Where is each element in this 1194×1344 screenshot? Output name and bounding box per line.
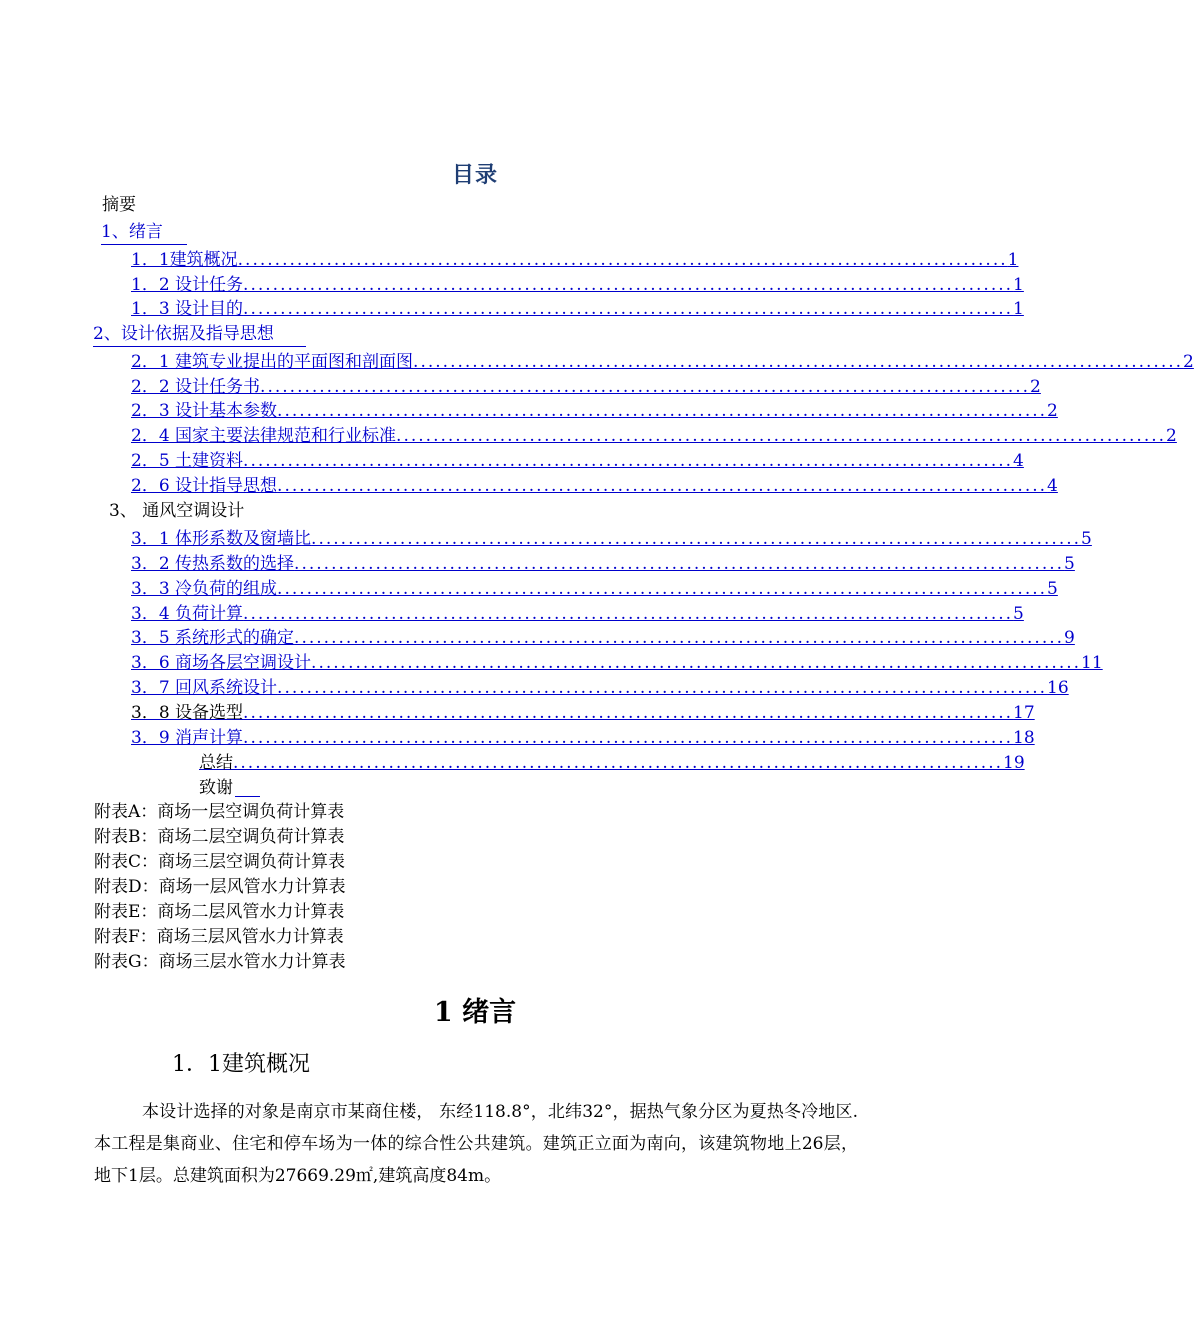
toc-entry-page: 4 <box>1013 451 1024 471</box>
toc-entry-page: 2 <box>1030 377 1041 397</box>
toc-entry[interactable] <box>131 424 1177 448</box>
toc-entry[interactable] <box>131 350 1194 374</box>
appendix-item: 附表B：商场二层空调负荷计算表 <box>94 827 345 847</box>
toc-leader-dots: ........................................................................................................ <box>277 579 1048 599</box>
toc-entry-label: 2．1 建筑专业提出的平面图和剖面图 <box>131 352 414 372</box>
toc-entry-label: 2．4 国家主要法律规范和行业标准 <box>131 426 397 446</box>
toc-entry[interactable] <box>131 552 1075 576</box>
toc-entry-page: 9 <box>1064 628 1075 648</box>
toc-chapter-3: 3、 通风空调设计 <box>109 501 245 521</box>
toc-entry[interactable] <box>131 726 1035 750</box>
toc-entry-label: 总结 <box>199 753 233 773</box>
toc-entry-label: 3．1 体形系数及窗墙比 <box>131 529 312 549</box>
toc-leader-dots: ........................................................................................................ <box>243 728 1014 748</box>
toc-entry-page: 2 <box>1183 352 1194 372</box>
toc-leader-dots: ........................................................................................................ <box>277 401 1048 421</box>
toc-thanks: 致谢 <box>199 778 233 798</box>
appendix-item: 附表G：商场三层水管水力计算表 <box>94 952 346 972</box>
toc-entry-label: 2．2 设计任务书 <box>131 377 261 397</box>
toc-chapter-2-link[interactable]: 2、设计依据及指导思想 <box>93 322 306 347</box>
toc-entry-page: 17 <box>1013 703 1035 723</box>
toc-leader-dots: ........................................................................................................ <box>396 426 1167 446</box>
toc-entry-label: 3．9 消声计算 <box>131 728 244 748</box>
toc-leader-dots: ........................................................................................................ <box>294 628 1065 648</box>
toc-entry-page: 11 <box>1081 653 1103 673</box>
toc-abstract: 摘要 <box>102 195 136 215</box>
toc-entry-label: 1．3 设计目的 <box>131 299 244 319</box>
toc-entry-page: 5 <box>1064 554 1075 574</box>
toc-leader-dots: ........................................................................................................ <box>237 250 1008 270</box>
toc-leader-dots: ........................................................................................................ <box>294 554 1065 574</box>
toc-entry[interactable] <box>131 375 1041 399</box>
toc-entry-label: 3．3 冷负荷的组成 <box>131 579 278 599</box>
toc-entry[interactable] <box>131 676 1069 700</box>
toc-entry-page: 18 <box>1013 728 1035 748</box>
toc-entry-label: 3．5 系统形式的确定 <box>131 628 295 648</box>
toc-entry-label: 2．5 土建资料 <box>131 451 244 471</box>
appendix-item: 附表F：商场三层风管水力计算表 <box>94 927 344 947</box>
toc-entry-page: 5 <box>1047 579 1058 599</box>
body-paragraph: 本设计选择的对象是南京市某商住楼， 东经118.8°，北纬32°，据热气象分区为夏热冬冷地区.本工程是集商业、住宅和停车场为一体的综合性公共建筑。建筑正立面为南向，该建筑物地上26层，地下1层。总建筑面积为27669.29㎡,建筑高度84m。 <box>94 1102 858 1186</box>
toc-entry-page: 5 <box>1013 604 1024 624</box>
toc-entry[interactable] <box>131 449 1024 473</box>
toc-leader-dots: ........................................................................................................ <box>311 653 1082 673</box>
appendix-item: 附表C：商场三层空调负荷计算表 <box>94 852 346 872</box>
chapter-title: 1 绪言 <box>433 997 517 1028</box>
toc-entry-page: 16 <box>1047 678 1069 698</box>
toc-entry[interactable] <box>131 651 1103 675</box>
toc-title: 目录 <box>451 163 498 188</box>
section-title: 1．1建筑概况 <box>172 1052 310 1077</box>
toc-entry[interactable] <box>131 399 1058 423</box>
toc-entry-page: 2 <box>1047 401 1058 421</box>
toc-leader-dots: ........................................................................................................ <box>260 377 1031 397</box>
toc-leader-dots: ........................................................................................................ <box>233 753 1003 773</box>
toc-entry[interactable] <box>131 474 1058 498</box>
toc-entry-label: 2．3 设计基本参数 <box>131 401 278 421</box>
toc-entry-label: 3．6 商场各层空调设计 <box>131 653 312 673</box>
toc-entry[interactable] <box>131 626 1075 650</box>
toc-leader-dots: ........................................................................................................ <box>277 476 1048 496</box>
toc-entry-page: 4 <box>1047 476 1058 496</box>
toc-entry-label: 1．2 设计任务 <box>131 275 244 295</box>
toc-entry-page: 19 <box>1003 753 1025 773</box>
toc-entry[interactable] <box>199 751 1025 775</box>
toc-leader-dots: ........................................................................................................ <box>413 352 1184 372</box>
toc-entry-page: 1 <box>1013 299 1024 319</box>
toc-entry-page: 1 <box>1007 250 1019 270</box>
toc-entry-page: 1 <box>1013 275 1024 295</box>
toc-entry[interactable] <box>131 297 1024 321</box>
toc-chapter-1-link[interactable]: 1、绪言 <box>101 220 187 245</box>
toc-leader-dots: ........................................................................................................ <box>277 678 1048 698</box>
toc-entry-label: 3．2 传热系数的选择 <box>131 554 295 574</box>
toc-entry-label: 2．6 设计指导思想 <box>131 476 278 496</box>
toc-leader-dots: ........................................................................................................ <box>243 275 1014 295</box>
toc-leader-dots: ........................................................................................................ <box>243 451 1014 471</box>
appendix-item: 附表D：商场一层风管水力计算表 <box>94 877 346 897</box>
toc-leader-dots: ........................................................................................................ <box>243 703 1014 723</box>
toc-entry-label: 3．4 负荷计算 <box>131 604 244 624</box>
toc-leader-dots: ........................................................................................................ <box>243 604 1014 624</box>
toc-thanks-underline <box>235 796 260 797</box>
toc-entry[interactable] <box>131 602 1024 626</box>
toc-entry[interactable] <box>131 577 1058 601</box>
toc-entry-label: 1．1建筑概况 <box>131 250 238 270</box>
toc-entry[interactable] <box>131 273 1024 297</box>
toc-entry[interactable] <box>131 701 1035 725</box>
appendix-item: 附表E：商场二层风管水力计算表 <box>94 902 345 922</box>
toc-entry-label: 3．7 回风系统设计 <box>131 678 278 698</box>
toc-entry-label: 3．8 设备选型 <box>131 703 244 723</box>
toc-entry[interactable] <box>131 527 1092 551</box>
toc-leader-dots: ........................................................................................................ <box>311 529 1082 549</box>
toc-entry-page: 2 <box>1166 426 1177 446</box>
toc-entry[interactable] <box>131 248 1019 272</box>
appendix-item: 附表A：商场一层空调负荷计算表 <box>94 802 345 822</box>
toc-entry-page: 5 <box>1081 529 1092 549</box>
toc-leader-dots: ........................................................................................................ <box>243 299 1014 319</box>
